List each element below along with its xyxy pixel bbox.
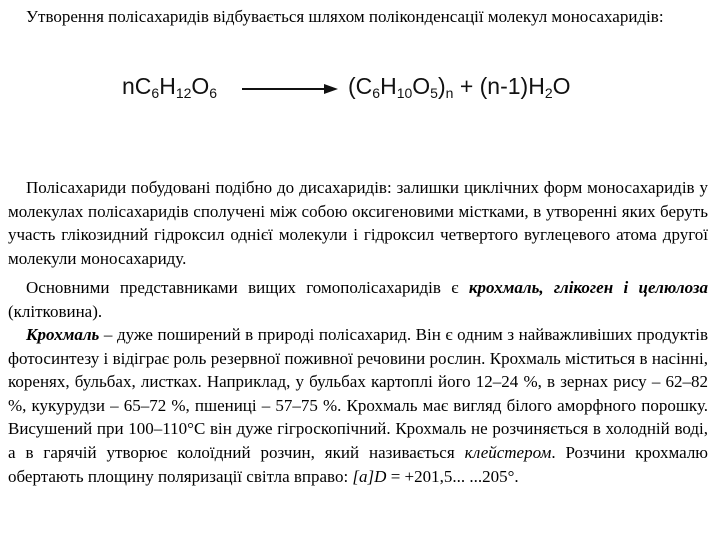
- equation-reactant: $nC_6H_{12}O_6$: [122, 73, 218, 101]
- structure-paragraph: [8, 176, 708, 270]
- polycondensation-equation: [122, 67, 622, 111]
- specific-rotation-symbol: [a]D: [352, 466, 387, 486]
- starch-paragraph: Крохмаль – дуже поширений в природі полісахарид. Він є одним з найважливіших продуктів фотосинтезу і відіграє роль резервної поживної речовини рослин. Крохмаль міститься в насінні, коренях, бульбах, листках. Наприклад, у бульбах картоплі його 12–24 %, в зернах рису – 62–82 %, кукурудзи – 65–72 %, пшениці – 57–75 %. Крохмаль має вигляд білого аморфного порошку. Висушений при 100–110°С він дуже гігроскопічний. Крохмаль не розчиняється в холодній воді, а в гарячій утворює колоїдний розчин, який називається клейстером. Розчини крохмалю обертають площину поляризації світла вправо: [a]D = +201,5... ...205°.: [8, 325, 708, 486]
- kleister-term: клейстером: [464, 442, 552, 462]
- equation-product: $(C_6H_{10}O_5)_n + (n-1)H_2O$: [348, 73, 571, 101]
- intro-text: Утворення полісахаридів відбувається шляхом поліконденсації молекул моносахаридів:: [26, 7, 664, 26]
- polysaccharide-names: крохмаль, глікоген і целюлоза: [468, 278, 708, 297]
- representatives-paragraph: Основними представниками вищих гомополісахаридів є крохмаль, глікоген і целюлоза (клітковина).: [8, 278, 708, 321]
- reaction-arrow-icon: [242, 83, 338, 95]
- intro-paragraph: [8, 5, 708, 29]
- starch-term: Крохмаль: [26, 325, 100, 344]
- structure-text: Полісахариди побудовані подібно до дисахаридів: залишки циклічних форм моносахаридів у молекулах полісахаридів сполучені між собою оксигеновими містками, в утворенні яких беруть участь глікозидний гідроксил однієї молекули і гідроксил четвертого вуглецевого атома другої молекули моносахариду.: [8, 178, 708, 268]
